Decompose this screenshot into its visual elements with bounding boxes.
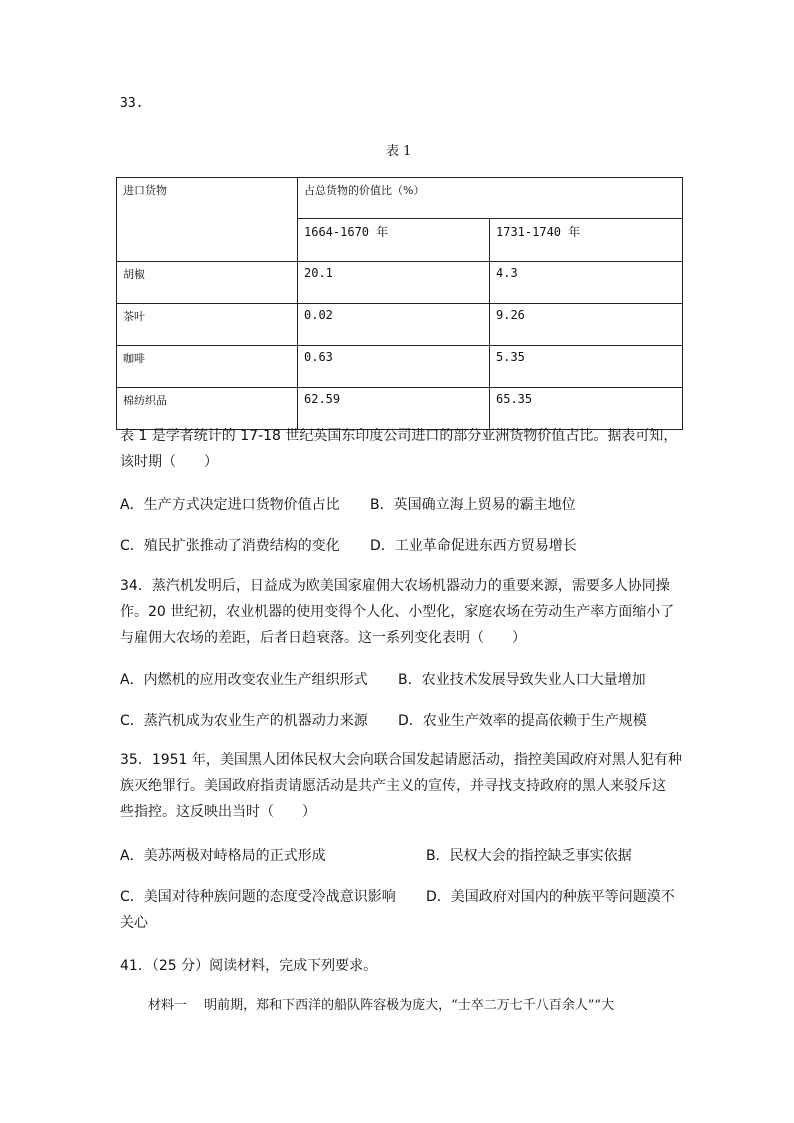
q41-header: 41．（25 分）阅读材料，完成下列要求。 — [120, 958, 378, 974]
table-caption: 表 1 — [386, 144, 412, 159]
goods-name: 咖啡 — [117, 346, 298, 388]
q34-option-a[interactable]: A．内燃机的应用改变农业生产组织形式 — [120, 672, 368, 688]
value-period-1: 0.02 — [298, 304, 490, 346]
header-period-2: 1731-1740 年 — [490, 219, 683, 262]
question-33-number: 33. — [120, 96, 144, 111]
value-period-1: 0.63 — [298, 346, 490, 388]
table-row — [117, 346, 683, 388]
value-period-2: 65.35 — [490, 388, 683, 430]
value-period-1: 20.1 — [298, 262, 490, 304]
q34-stem-line-1: 34．蒸汽机发明后，日益成为欧美国家雇佣大农场机器动力的重要来源，需要多人协同操 — [120, 578, 670, 594]
goods-name: 棉纺织品 — [117, 388, 298, 430]
q34-option-c[interactable]: C．蒸汽机成为农业生产的机器动力来源 — [120, 713, 368, 729]
q33-option-b[interactable]: B．英国确立海上贸易的霸主地位 — [370, 497, 576, 513]
q33-option-c[interactable]: C．殖民扩张推动了消费结构的变化 — [120, 538, 340, 554]
q35-option-a[interactable]: A．美苏两极对峙格局的正式形成 — [120, 848, 326, 864]
value-period-2: 5.35 — [490, 346, 683, 388]
q35-stem-line-1: 35．1951 年，美国黑人团体民权大会向联合国发起请愿活动，指控美国政府对黑人犯有种 — [120, 752, 682, 768]
goods-name: 胡椒 — [117, 262, 298, 304]
q33-option-a[interactable]: A．生产方式决定进口货物价值占比 — [120, 497, 340, 513]
q34-stem-line-2: 作。20 世纪初，农业机器的使用变得个人化、小型化，家庭农场在劳动生产率方面缩小了 — [120, 604, 675, 620]
goods-name: 茶叶 — [117, 304, 298, 346]
q33-option-d[interactable]: D．工业革命促进东西方贸易增长 — [370, 538, 577, 554]
q33-stem-line-2: 该时期（ ） — [120, 454, 218, 470]
q41-material-one: 材料一 明前期，郑和下西洋的船队阵容极为庞大，“士卒二万七千八百余人”“大 — [148, 998, 615, 1013]
q34-option-d[interactable]: D．农业生产效率的提高依赖于生产规模 — [398, 713, 647, 729]
q35-option-d[interactable]: D．美国政府对国内的种族平等问题漠不 — [426, 889, 675, 905]
header-value-share: 占总货物的价值比（%） — [298, 178, 683, 219]
q34-stem-line-3: 与雇佣大农场的差距，后者日趋衰落。这一系列变化表明（ ） — [120, 630, 526, 646]
table-row — [117, 304, 683, 346]
value-period-2: 4.3 — [490, 262, 683, 304]
q35-option-c[interactable]: C．美国对待种族问题的态度受冷战意识影响 — [120, 889, 396, 905]
q35-option-b[interactable]: B．民权大会的指控缺乏事实依据 — [426, 848, 632, 864]
table-row — [117, 262, 683, 304]
header-period-1: 1664-1670 年 — [298, 219, 490, 262]
q34-option-b[interactable]: B．农业技术发展导致失业人口大量增加 — [398, 672, 646, 688]
q33-stem-line-1: 表 1 是学者统计的 17-18 世纪英国东印度公司进口的部分亚洲货物价值占比。据表可知， — [120, 428, 678, 444]
value-period-2: 9.26 — [490, 304, 683, 346]
q35-option-d-continued: 关心 — [120, 915, 148, 931]
q35-stem-line-3: 些指控。这反映出当时（ ） — [120, 804, 316, 820]
value-period-1: 62.59 — [298, 388, 490, 430]
q35-stem-line-2: 族灭绝罪行。美国政府指责请愿活动是共产主义的宣传，并寻找支持政府的黑人来驳斥这 — [120, 778, 666, 794]
goods-share-table — [116, 177, 683, 430]
header-goods: 进口货物 — [117, 178, 298, 262]
